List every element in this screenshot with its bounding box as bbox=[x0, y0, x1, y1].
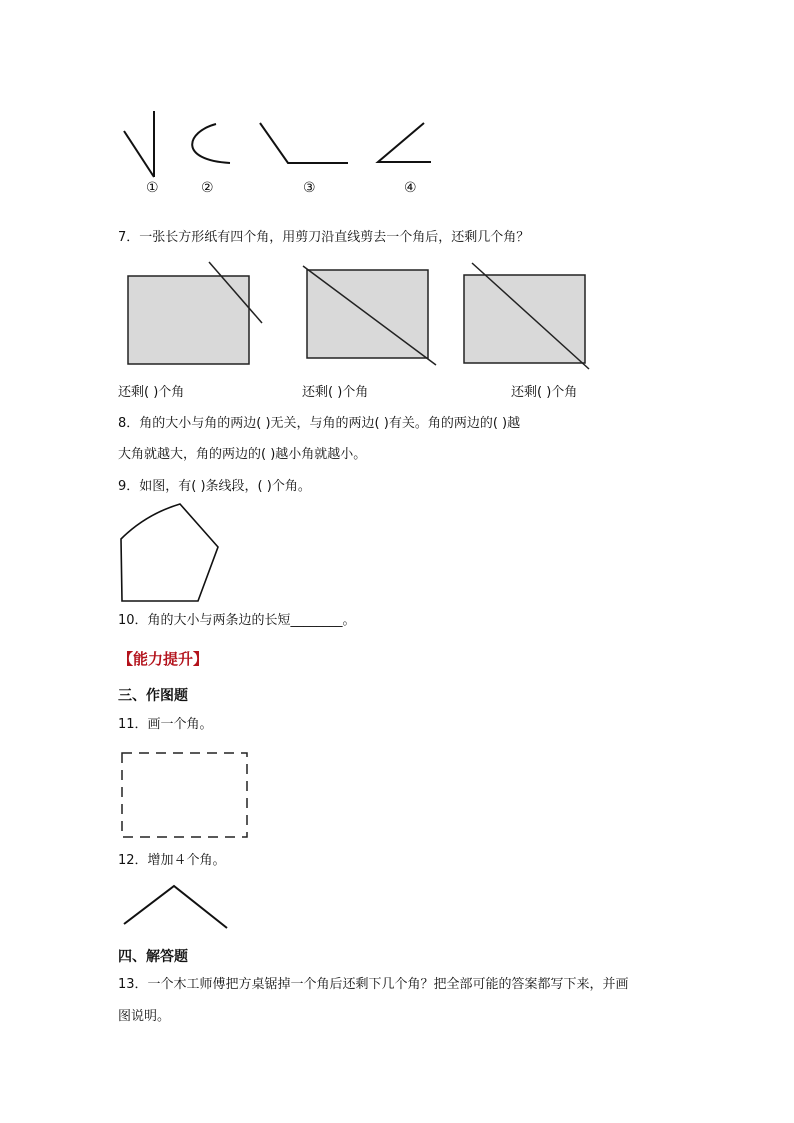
question-8-line-1: 8．角的大小与角的两边( )无关，与角的两边( )有关。角的两边的( )越 bbox=[118, 416, 521, 431]
question-13-line-1: 13．一个木工师傅把方桌锯掉一个角后还剩下几个角？把全部可能的答案都写下来，并画 bbox=[118, 977, 629, 992]
question-10-text: 10．角的大小与两条边的长短________。 bbox=[118, 613, 356, 628]
q7-answer-3: 还剩( )个角 bbox=[511, 385, 578, 400]
figure-label-2: ② bbox=[201, 180, 214, 196]
figure-label-1: ① bbox=[146, 180, 159, 196]
figure-label-4: ④ bbox=[404, 180, 417, 196]
question-12-text: 12．增加４个角。 bbox=[118, 853, 226, 868]
question-11-text: 11．画一个角。 bbox=[118, 717, 213, 732]
q7-answer-1: 还剩( )个角 bbox=[118, 385, 185, 400]
ability-improvement-heading: 【能力提升】 bbox=[118, 650, 209, 668]
question-7-text: 7．一张长方形纸有四个角，用剪刀沿直线剪去一个角后，还剩几个角？ bbox=[118, 230, 530, 245]
question-13-line-2: 图说明。 bbox=[118, 1009, 171, 1024]
section-4-title: 四、解答题 bbox=[118, 949, 188, 965]
question-9-text: 9．如图，有( )条线段，( )个角。 bbox=[118, 479, 311, 494]
question-8-line-2: 大角就越大，角的两边的( )越小角就越小。 bbox=[118, 447, 367, 462]
section-3-title: 三、作图题 bbox=[118, 688, 188, 704]
figure-label-3: ③ bbox=[303, 180, 316, 196]
q7-answer-2: 还剩( )个角 bbox=[302, 385, 369, 400]
